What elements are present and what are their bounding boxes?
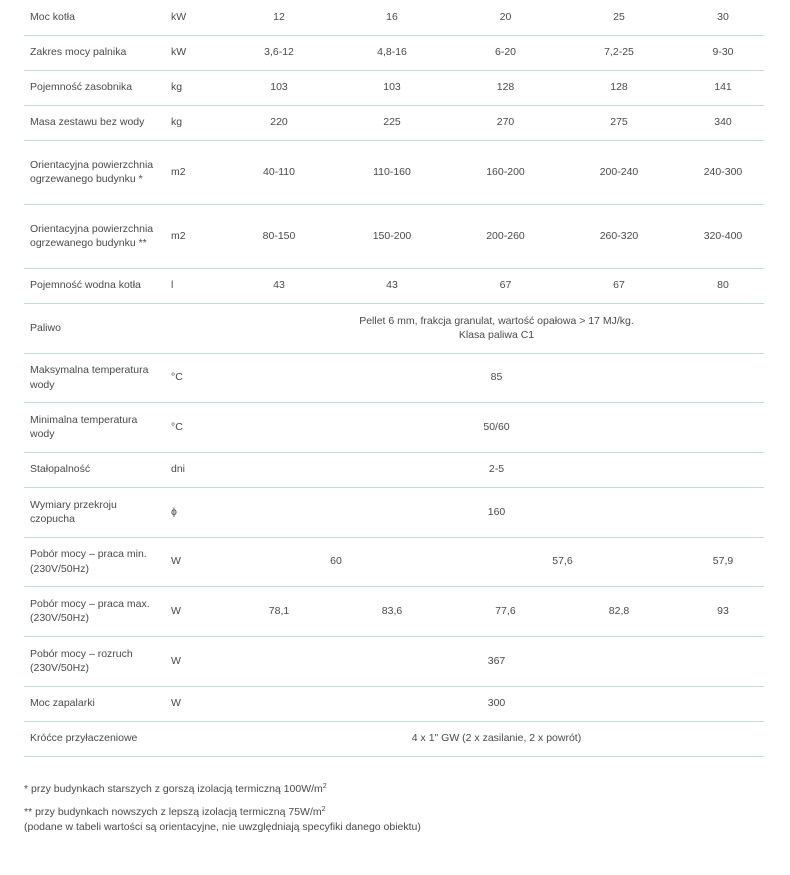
param-label: Króćce przyłaczeniowe [24,721,165,756]
value-cell: 78,1 [223,586,335,636]
value-cell: 16 [335,0,449,35]
param-unit: l [165,268,223,303]
table-row [24,353,764,402]
param-unit [165,303,223,353]
param-unit: kW [165,35,223,70]
param-unit: kW [165,0,223,35]
merged-value-cell [223,303,764,353]
merged-value-cell: 300 [223,686,764,721]
merged-value-cell: 2-5 [223,452,764,487]
merged-value-line: Klasa paliwa C1 [458,329,535,341]
value-cell: 67 [562,268,676,303]
param-label: Pojemność wodna kotła [24,268,165,303]
table-row [24,0,764,35]
value-cell: 128 [449,70,562,105]
param-label: Stałopalność [24,452,165,487]
table-row [24,721,764,756]
merged-value-cell: 160 [223,487,764,537]
param-label: Moc zapalarki [24,686,165,721]
value-cell: 7,2-25 [562,35,676,70]
table-row [24,402,764,452]
param-unit: W [165,537,223,586]
merged-value-line: Pellet 6 mm, frakcja granulat, wartość opałowa > 17 MJ/kg. [359,314,634,327]
value-cell: 82,8 [562,586,676,636]
param-label: Maksymalna temperatura wody [24,353,165,402]
group-value-cell: 57,9 [676,537,764,586]
value-cell: 200-260 [449,204,562,268]
param-unit: °C [165,402,223,452]
table-row [24,452,764,487]
table-row [24,140,764,204]
merged-value-cell: 4 x 1" GW (2 x zasilanie, 2 x powrót) [223,721,764,756]
param-label: Zakres mocy palnika [24,35,165,70]
value-cell: 320-400 [676,204,764,268]
value-cell: 43 [223,268,335,303]
param-label: Pobór mocy – rozruch (230V/50Hz) [24,636,165,686]
param-unit: dni [165,452,223,487]
param-label: Paliwo [24,303,165,353]
table-row [24,268,764,303]
param-label: Orientacyjna powierzchnia ogrzewanego budynku ** [24,204,165,268]
table-row [24,204,764,268]
value-cell: 30 [676,0,764,35]
value-cell: 77,6 [449,586,562,636]
footnote-superscript: 2 [322,783,327,790]
value-cell: 103 [335,70,449,105]
value-cell: 43 [335,268,449,303]
table-row [24,537,764,586]
table-row [24,35,764,70]
value-cell: 141 [676,70,764,105]
param-unit: W [165,636,223,686]
value-cell: 93 [676,586,764,636]
param-unit: ϕ [165,487,223,537]
footnote-text: ** przy budynkach nowszych z lepszą izolacją termiczną 75W/m [24,806,322,818]
value-cell: 128 [562,70,676,105]
param-unit: kg [165,70,223,105]
value-cell: 80-150 [223,204,335,268]
param-unit: W [165,586,223,636]
param-unit: kg [165,105,223,140]
group-value-cell: 57,6 [449,537,676,586]
value-cell: 80 [676,268,764,303]
footnotes [24,782,764,835]
value-cell: 25 [562,0,676,35]
merged-value-cell: 50/60 [223,402,764,452]
footnote-superscript: 2 [321,806,326,813]
value-cell: 12 [223,0,335,35]
param-unit [165,721,223,756]
footnote-disclaimer: (podane w tabeli wartości są orientacyjne, nie uwzględniają specyfiki danego obiektu) [24,821,421,833]
value-cell: 110-160 [335,140,449,204]
footnote-single-star [24,782,764,797]
value-cell: 270 [449,105,562,140]
table-row [24,105,764,140]
param-unit: m2 [165,204,223,268]
footnote-text: * przy budynkach starszych z gorszą izolacją termiczną 100W/m [24,783,323,795]
table-row [24,636,764,686]
param-label: Minimalna temperatura wody [24,402,165,452]
table-row [24,686,764,721]
table-row [24,586,764,636]
value-cell: 3,6-12 [223,35,335,70]
table-row [24,487,764,537]
value-cell: 4,8-16 [335,35,449,70]
value-cell: 67 [449,268,562,303]
value-cell: 40-110 [223,140,335,204]
value-cell: 6-20 [449,35,562,70]
group-value-cell: 60 [223,537,449,586]
param-unit: W [165,686,223,721]
value-cell: 83,6 [335,586,449,636]
value-cell: 200-240 [562,140,676,204]
value-cell: 20 [449,0,562,35]
value-cell: 260-320 [562,204,676,268]
param-label: Pobór mocy – praca min. (230V/50Hz) [24,537,165,586]
param-label: Pobór mocy – praca max. (230V/50Hz) [24,586,165,636]
spec-table [24,0,764,757]
table-row [24,70,764,105]
value-cell: 275 [562,105,676,140]
param-label: Masa zestawu bez wody [24,105,165,140]
param-label: Wymiary przekroju czopucha [24,487,165,537]
value-cell: 225 [335,105,449,140]
param-label: Orientacyjna powierzchnia ogrzewanego budynku * [24,140,165,204]
value-cell: 103 [223,70,335,105]
param-unit: m2 [165,140,223,204]
footnote-double-star [24,805,764,835]
value-cell: 340 [676,105,764,140]
value-cell: 9-30 [676,35,764,70]
value-cell: 160-200 [449,140,562,204]
param-unit: °C [165,353,223,402]
value-cell: 220 [223,105,335,140]
value-cell: 150-200 [335,204,449,268]
merged-value-cell: 367 [223,636,764,686]
param-label: Moc kotła [24,0,165,35]
table-row [24,303,764,353]
param-label: Pojemność zasobnika [24,70,165,105]
merged-value-cell: 85 [223,353,764,402]
value-cell: 240-300 [676,140,764,204]
